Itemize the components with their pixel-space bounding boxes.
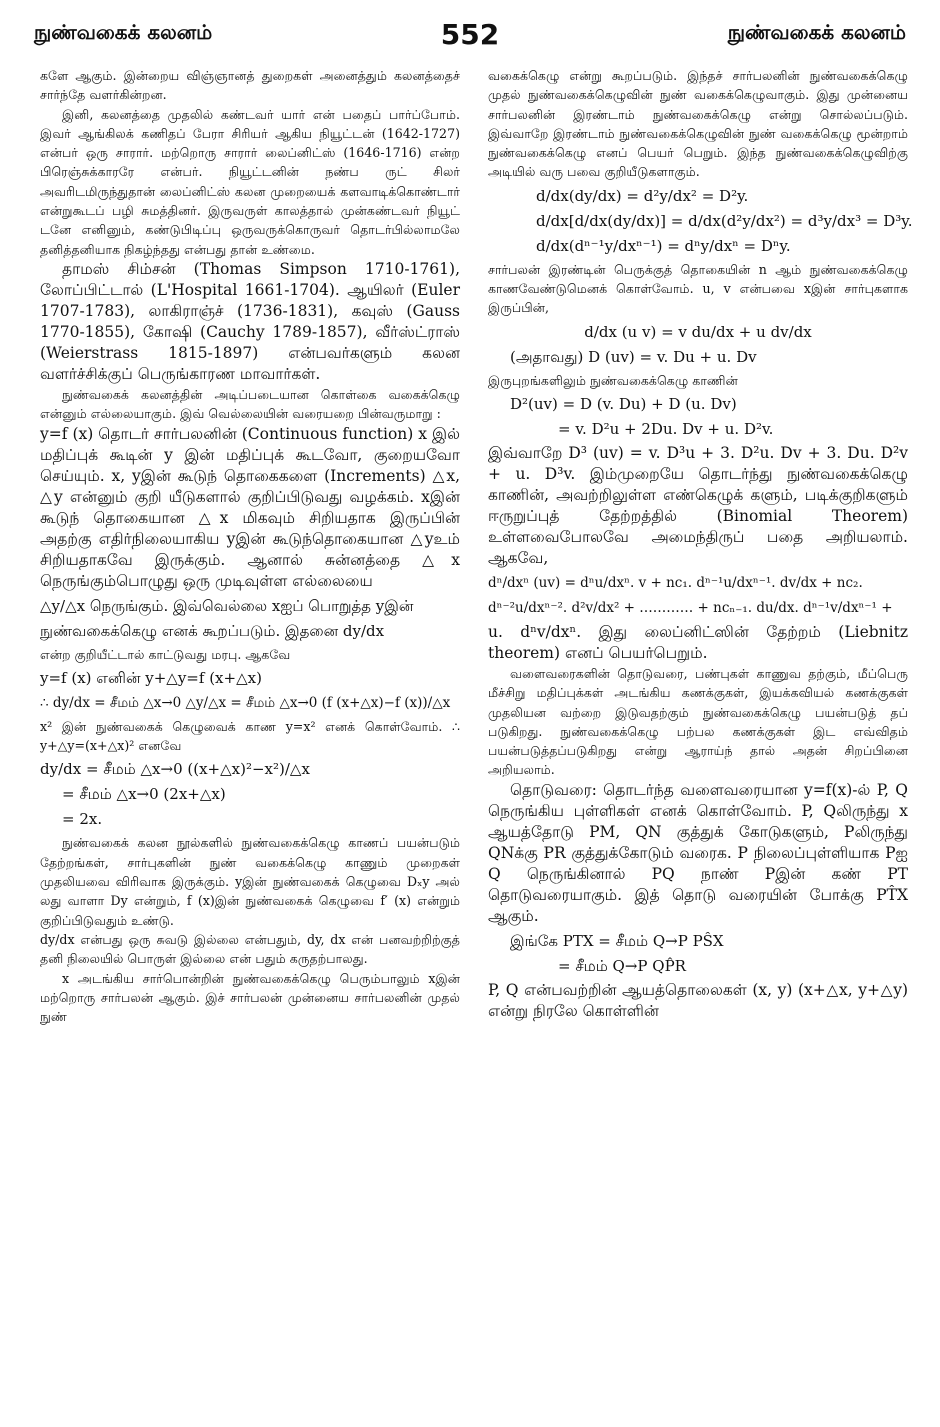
paragraph: இவ்வாறே D³ (uv) = v. D³u + 3. D²u. Dv + 3. Du. D²v + u. D³v. இம்முறையே தொடர்ந்து நுண்வகைக்கெழு காணின், அவற்றிலுள்ள எண்கெழுக் களும், படிக்குறிகளும் ஈருறுப்புத் தேற்றத்தில் (Binomial Theorem) உள்ளவைபோலவே அமைந்திருப் பதை அறியலாம். ஆகவே, <box>488 443 908 567</box>
running-header-right: நுண்வகைக் கலனம் <box>727 20 906 44</box>
equation: (அதாவது) D (uv) = v. Du + u. Dv <box>510 347 757 366</box>
equation: = 2x. <box>62 810 103 829</box>
paragraph: வகைக்கெழு என்று கூறப்படும். இந்தச் சார்பலனின் நுண்வகைக்கெழு முதல் நுண்வகைக்கெழுவின் நுண் வகைக்கெழுவாகும். இது முன்னைய சார்பலனின் இரண்டாம் நுண்வகைக்கெழு என்று சொல்லப்படும். இவ்வாறே இரண்டாம் நுண்வகைக்கெழுவின் நுண் வகைக்கெழு மூன்றாம் நுண்வகைக்கெழு எனப் பெயர் பெறும். இந்த நுண்வகைக்கெழுவிற்கு அடியில் வரு பவை குறியீடுகளாகும். <box>488 68 908 180</box>
equation: D²(uv) = D (v. Du) + D (u. Dv) <box>510 394 737 413</box>
page-number: 552 <box>440 18 500 51</box>
equation: இங்கே PTX = சீமம் Q→P PŜX <box>510 931 724 950</box>
equation: நுண்வகைக்கெழு எனக் கூறப்படும். இதனை dy/dx <box>40 621 385 640</box>
equation: = v. D²u + 2Du. Dv + u. D²v. <box>558 419 774 438</box>
equation: dy/dx = சீமம் △x→0 ((x+△x)²−x²)/△x <box>40 760 310 779</box>
paragraph: வளைவரைகளின் தொடுவரை, பண்புகள் காணுவ தற்கும், மீப்பெரு மீச்சிறு மதிப்புக்கள் அடங்கிய கணக்குகள், இயக்கவியல் கணக்குகள் முதலியன வற்றை இடுவதற்கும் நுண்வகைக்கெழு பயன்படுத் தப் படுகிறது. நுண்வகைக்கெழு பற்பல கணக்குகள் இட எவ்விதம் பயன்படுத்தப்படுகிறது என்று ஆராய்ந் தால் அதன் சிறப்பினை அறியலாம். <box>488 665 908 778</box>
equation: d/dx (u v) = v du/dx + u dv/dx <box>584 322 812 341</box>
equation: dⁿ/dxⁿ (uv) = dⁿu/dxⁿ. v + nc₁. dⁿ⁻¹u/dxⁿ⁻¹. dv/dx + nc₂. <box>488 574 863 591</box>
equation: = சீமம் Q→P QP̂R <box>558 956 686 975</box>
paragraph: சார்பலன் இரண்டின் பெருக்குத் தொகையின் n ஆம் நுண்வகைக்கெழு காணவேண்டுமெனக் கொள்வோம். u, v என்பவை xஇன் சார்புகளாக இருப்பின், <box>488 261 908 316</box>
paragraph: x² இன் நுண்வகைக் கெழுவைக் காண y=x² எனக் கொள்வோம். ∴ y+△y=(x+△x)² எனவே <box>40 718 460 754</box>
equation: d/dx(dy/dx) = d²y/dx² = D²y. <box>536 186 749 205</box>
paragraph: நுண்வகைக் கலனத்தின் அடிப்படையான கொள்கை வகைக்கெழு என்னும் எல்லையாகும். இவ் வெல்லையின் வரையறை பின்வருமாறு : <box>40 386 460 422</box>
running-header-left: நுண்வகைக் கலனம் <box>34 20 213 44</box>
paragraph: நுண்வகைக் கலன நூல்களில் நுண்வகைக்கெழு காணப் பயன்படும் தேற்றங்கள், சார்புகளின் நுண் வகைக்கெழு காணும் முறைகள் முதலியவை விரிவாக இருக்கும். yஇன் நுண்வகைக் கெழுவை Dₓy அல் லது வாளா Dy என்றும், f (x)இன் நுண்வகைக் கெழுவை f′ (x) என்றும் குறிப்பிடுவதும் உண்டு. <box>40 835 460 928</box>
paragraph: இனி, கலனத்தை முதலில் கண்டவர் யார் என் பதைப் பார்ப்போம். இவர் ஆங்கிலக் கணிதப் பேரா சிரியர் ஆகிய நியூட்டன் (1642-1727) என்பர் ஒரு சாரார். மற்றொரு சாரார் லைப்னிட்ஸ் (1646-1716) என்ற பிரெஞ்சுக்காரரே என்பர். நியூட்டனின் நண்ப ருட் சிலர் அவரிடமிருந்துதான் லைப்னிட்ஸ் கலன முறையைக் களவாடிக்கொண்டார் என்றுகூடப் பழி சுமத்தினர். இருவருள் காலத்தால் முன்கண்டவர் நியூட் டனே எனினும், கண்டுபிடிப்பு ஒருவருக்கொருவர் தொடர்பில்லாமலே தனித்தனியாக நிகழ்ந்தது என்பது தான் உண்மை. <box>40 106 460 257</box>
equation: y=f (x) எனின் y+△y=f (x+△x) <box>40 668 262 687</box>
paragraph: தாமஸ் சிம்சன் (Thomas Simpson 1710-1761), லோப்பிட்டால் (L'Hospital 1661-1704). ஆயிலர் (Euler 1707-1783), லாகிராஞ்ச் (1736-1831), கவுஸ் (Gauss 1770-1855), கோஷி (Cauchy 1789-1857), வீர்ஸ்ட்ராஸ் (Weierstrass 1815-1897) என்பவர்களும் கலன வளர்ச்சிக்குப் பெருங்காரண மாவார்கள். <box>40 259 460 383</box>
equation: d/dx[d/dx(dy/dx)] = d/dx(d²y/dx²) = d³y/dx³ = D³y. <box>536 211 913 230</box>
paragraph: P, Q என்பவற்றின் ஆயத்தொலைகள் (x, y) (x+△x, y+△y) என்று நிரலே கொள்ளின் <box>488 980 908 1020</box>
paragraph: தொடுவரை: தொடர்ந்த வளைவரையான y=f(x)-ல் P, Q நெருங்கிய புள்ளிகள் எனக் கொள்வோம். P, Qலிருந்து x ஆயத்தோடு PM, QN குத்துக் கோடுகளும், Pலிருந்து QNக்கு PR குத்துக்கோடும் வரைக. P நிலைப்புள்ளியாக Pஐ Q நெருங்கினால் PQ நாண் Pஇன் கண் PT தொடுவரையாகும். இத் தொடு வரையின் போக்கு PT̂X ஆகும். <box>488 780 908 925</box>
equation: dⁿ⁻²u/dxⁿ⁻². d²v/dx² + ………… + ncₙ₋₁. du/dx. dⁿ⁻¹v/dxⁿ⁻¹ + <box>488 599 893 616</box>
equation: d/dx(dⁿ⁻¹y/dxⁿ⁻¹) = dⁿy/dxⁿ = Dⁿy. <box>536 236 791 255</box>
paragraph: y=f (x) தொடர் சார்பலனின் (Continuous function) x இல் மதிப்புக் கூடின் y இன் மதிப்புக் கூடவோ, குறையவோ செய்யும். x, yஇன் கூடுந் தொகைகளை (Increments) △x, △y என்னும் குறி யீடுகளால் குறிப்பிடுவது வழக்கம். xஇன் கூடுந் தொகையான △x மிகவும் சிறியதாக இருப்பின் அதற்கு எதிர்நிலையாகிய yஇன் கூடுந்தொகையான △yஉம் சிறியதாகவே இருக்கும். ஆனால் சுன்னத்தை △x நெருங்கும்பொழுது ஒரு முடிவுள்ள எல்லையை <box>40 424 460 590</box>
right-column <box>488 66 913 1022</box>
left-column <box>40 66 460 1026</box>
equation: = சீமம் △x→0 (2x+△x) <box>62 785 226 804</box>
paragraph: u. dⁿv/dxⁿ. இது லைப்னிட்ஸின் தேற்றம் (Liebnitz theorem) எனப் பெயர்பெறும். <box>488 622 908 662</box>
paragraph: dy/dx என்பது ஒரு சுவடு இல்லை என்பதும், dy, dx என் பனவற்றிற்குத் தனி நிலையில் பொருள் இல்லை என் பதும் கருதற்பாலது. <box>40 931 460 967</box>
paragraph: இருபுறங்களிலும் நுண்வகைக்கெழு காணின் <box>488 372 738 388</box>
equation: ∴ dy/dx = சீமம் △x→0 △y/△x = சீமம் △x→0 (f (x+△x)−f (x))/△x <box>40 694 451 711</box>
paragraph: களே ஆகும். இன்றைய விஞ்ஞானத் துறைகள் அனைத்தும் கலனத்தைச் சார்ந்தே வளர்கின்றன. <box>40 68 460 103</box>
paragraph: x அடங்கிய சார்பொன்றின் நுண்வகைக்கெழு பெரும்பாலும் xஇன் மற்றொரு சார்பலன் ஆகும். இச் சார்பலன் முன்னைய சார்பலனின் முதல் நுண் <box>40 970 460 1025</box>
paragraph: என்ற குறியீட்டால் காட்டுவது மரபு. ஆகவே <box>40 646 291 662</box>
equation: △y/△x நெருங்கும். இவ்வெல்லை xஐப் பொறுத்த yஇன் <box>40 596 414 615</box>
